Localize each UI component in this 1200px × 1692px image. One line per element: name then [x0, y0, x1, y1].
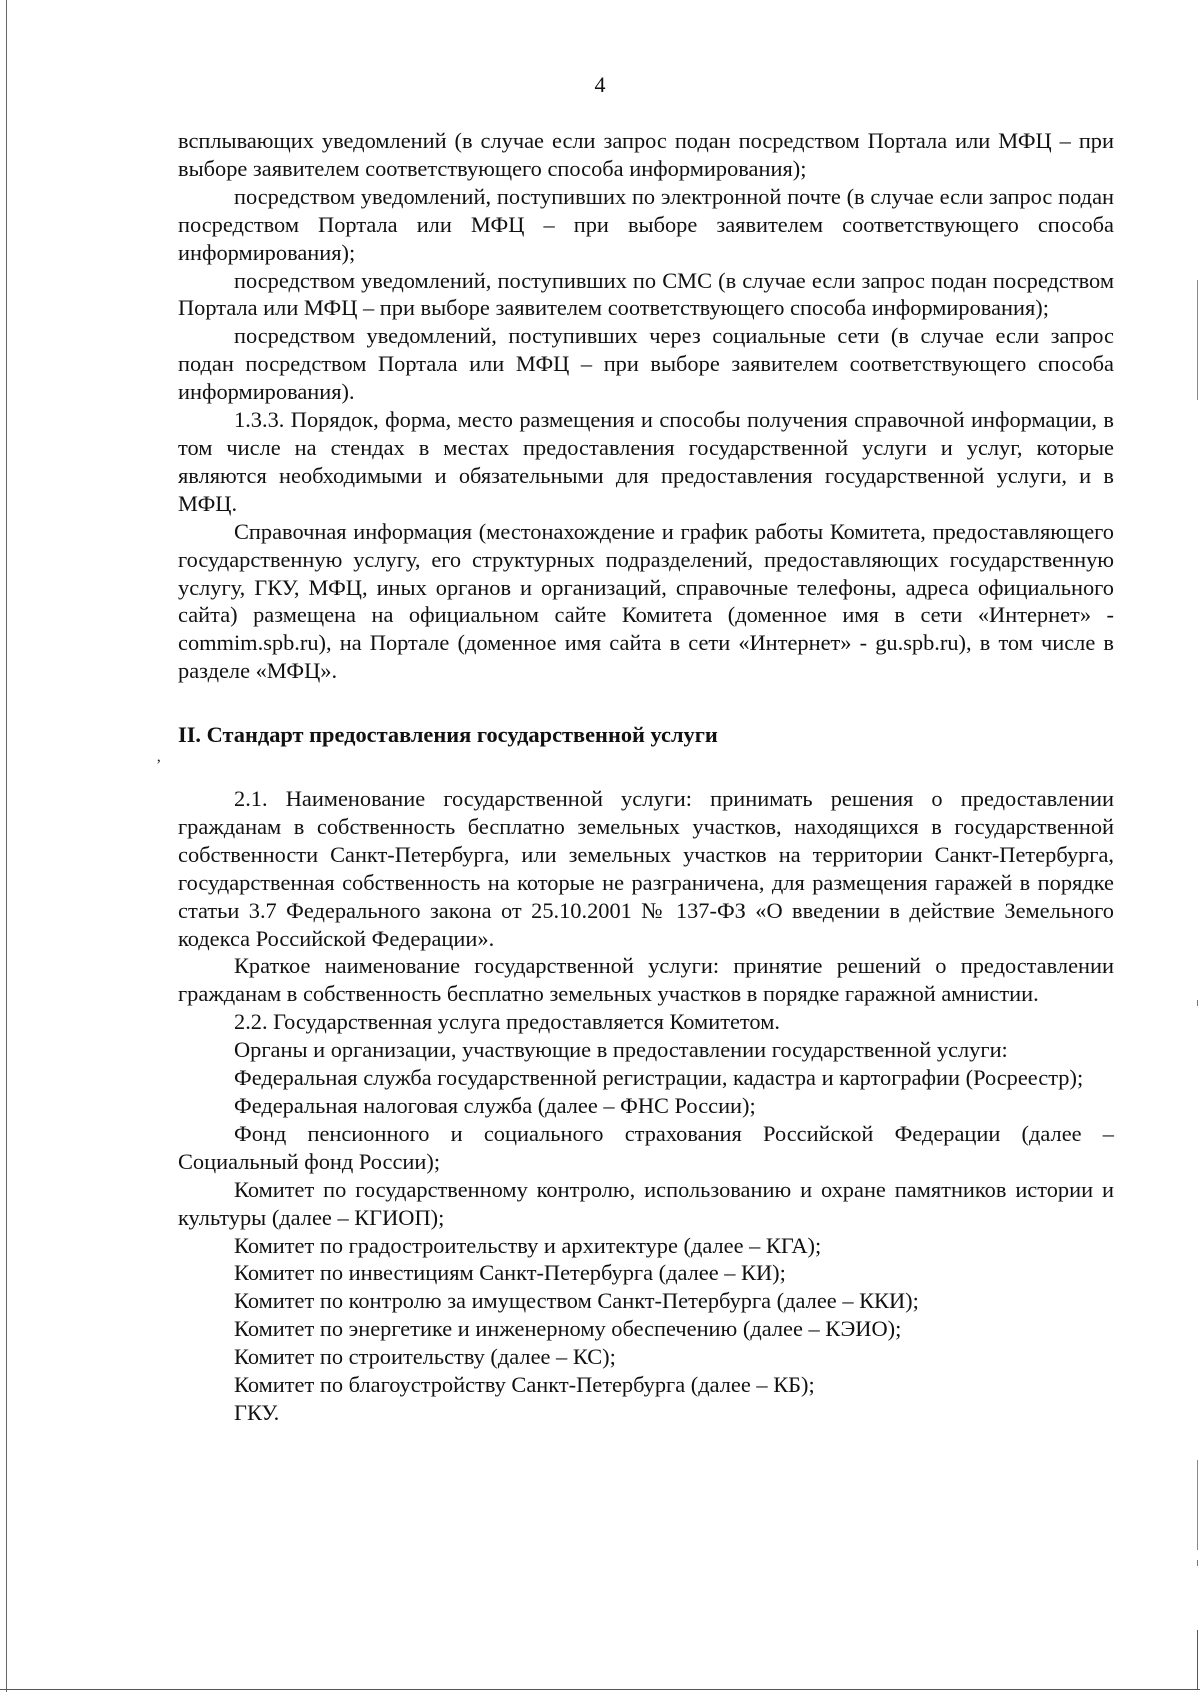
scan-edge-right: [1197, 280, 1198, 400]
paragraph: всплывающих уведомлений (в случае если запрос подан посредством Портала или МФЦ – при выборе заявителем соответствующего способа информирования);: [178, 128, 1114, 181]
document-body: [178, 127, 1114, 1427]
paragraph: Комитет по контролю за имуществом Санкт-Петербурга (далее – ККИ);: [234, 1288, 919, 1314]
paragraph: Комитет по инвестициям Санкт-Петербурга (далее – КИ);: [234, 1260, 786, 1286]
paragraph: Комитет по энергетике и инженерному обеспечению (далее – КЭИО);: [234, 1316, 902, 1342]
scan-edge-right: [1197, 1460, 1198, 1550]
paragraph: Комитет по градостроительству и архитектуре (далее – КГА);: [234, 1232, 822, 1258]
paragraphs-top: [178, 127, 1114, 685]
paragraph: Федеральная служба государственной регистрации, кадастра и картографии (Росреестр);: [234, 1065, 1084, 1091]
scan-stray-mark: ’: [156, 757, 162, 774]
paragraph: посредством уведомлений, поступивших через социальные сети (в случае если запрос подан посредством Портала или МФЦ – при выборе заявителем соответствующего способа информирования).: [178, 323, 1114, 405]
paragraph: Справочная информация (местонахождение и график работы Комитета, предоставляющего государственную услугу, его структурных подразделений, предоставляющих государственную услугу, ГКУ, МФЦ, иных органов и организаций, справочные телефоны, адреса официального сайта) размещена на официальном сайте Комитета (доменное имя в сети «Интернет» - commim.spb.ru), на Портале (доменное имя сайта в сети «Интернет» - gu.spb.ru), в том числе в разделе «МФЦ».: [178, 518, 1114, 684]
scan-edge-bottom: [0, 1689, 1200, 1690]
paragraphs-bottom: [178, 785, 1114, 1427]
scan-edge-left: [6, 0, 7, 1692]
paragraph: Органы и организации, участвующие в предоставлении государственной услуги:: [234, 1037, 1008, 1063]
paragraph: посредством уведомлений, поступивших по СМС (в случае если запрос подан посредством Портала или МФЦ – при выборе заявителем соответствующего способа информирования);: [178, 267, 1114, 321]
paragraph: Комитет по государственному контролю, использованию и охране памятников истории и культуры (далее – КГИОП);: [178, 1176, 1114, 1230]
paragraph: 2.2. Государственная услуга предоставляется Комитетом.: [234, 1009, 780, 1035]
scan-tick: [1197, 1000, 1198, 1006]
paragraph: 1.3.3. Порядок, форма, место размещения и способы получения справочной информации, в том числе на стендах в местах предоставления государственной услуги и услуг, которые являются необходимыми и обязательными для предоставления государственной услуги, и в МФЦ.: [178, 407, 1114, 516]
page-number: 4: [594, 72, 606, 97]
scan-tick: [1197, 1560, 1198, 1566]
paragraph: 2.1. Наименование государственной услуги: принимать решения о предоставлении гражданам в собственность бесплатно земельных участков, находящихся в государственной собственности Санкт-Петербурга, или земельных участков на территории Санкт-Петербурга, государственная собственность на которые не разграничена, для размещения гаражей в порядке статьи 3.7 Федерального закона от 25.10.2001 № 137-ФЗ «О введении в действие Земельного кодекса Российской Федерации».: [178, 786, 1114, 951]
paragraph: посредством уведомлений, поступивших по электронной почте (в случае если запрос подан посредством Портала или МФЦ – при выборе заявителем соответствующего способа информирования);: [178, 183, 1114, 265]
paragraph: Федеральная налоговая служба (далее – ФНС России);: [234, 1093, 756, 1118]
scan-edge-right: [1197, 1630, 1198, 1690]
paragraph: Комитет по благоустройству Санкт-Петербурга (далее – КБ);: [234, 1372, 815, 1398]
paragraph: Краткое наименование государственной услуги: принятие решений о предоставлении гражданам в собственность бесплатно земельных участков в порядке гаражной амнистии.: [178, 953, 1114, 1007]
paragraph: Комитет по строительству (далее – КС);: [234, 1344, 616, 1370]
paragraph: ГКУ.: [234, 1399, 280, 1425]
section-heading: II. Стандарт предоставления государственной услуги: [178, 722, 718, 748]
paragraph: Фонд пенсионного и социального страхования Российской Федерации (далее – Социальный фонд России);: [178, 1120, 1114, 1174]
